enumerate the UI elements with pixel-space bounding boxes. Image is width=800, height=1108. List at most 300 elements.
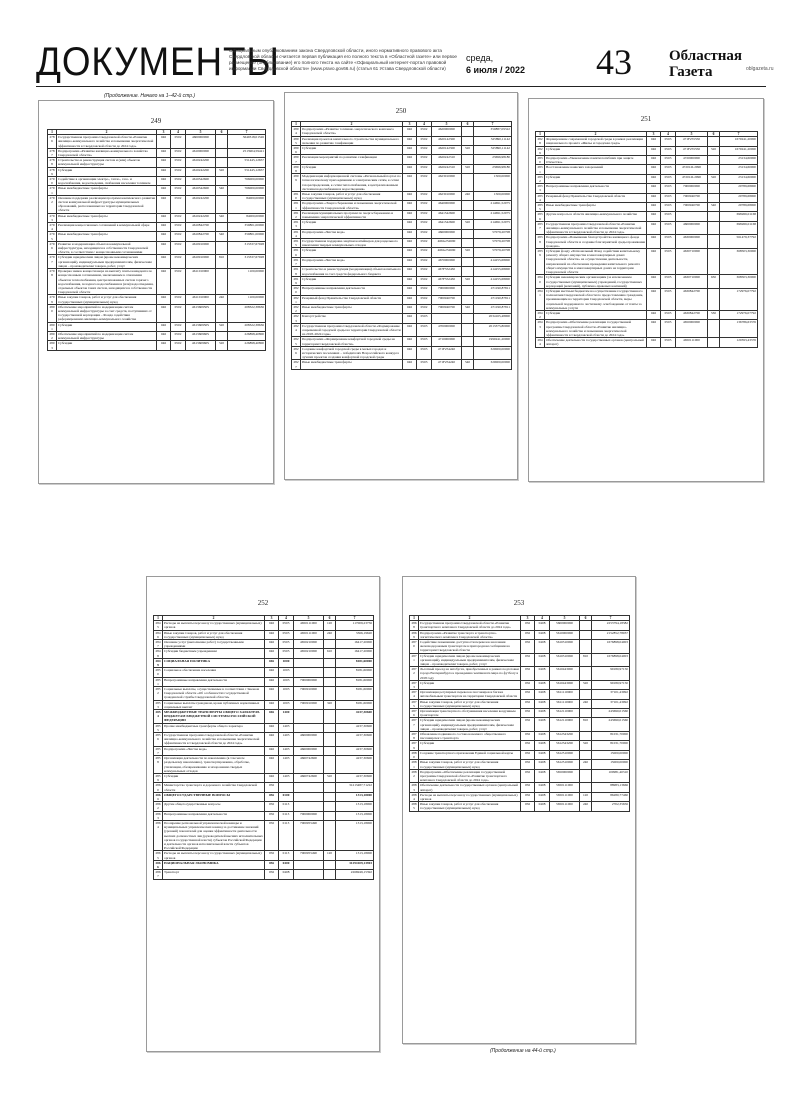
row-code: 4620142300 (432, 136, 462, 145)
row-code: 2884 (411, 792, 417, 801)
table-row (292, 136, 512, 145)
row-amount: 320000,00000 (474, 346, 512, 360)
row-code: 046 (157, 177, 171, 186)
table-row (154, 621, 374, 630)
table-row (410, 630, 630, 639)
row-code: 0503 (661, 184, 676, 193)
row-code: 471F254240 (432, 360, 462, 369)
row-description: Резервный фонд Правительства Свердловской области (301, 295, 403, 304)
row-code: 4630710000 (676, 275, 708, 289)
row-code: 4660742600 (294, 756, 324, 774)
table-row (292, 248, 512, 257)
table-row (48, 177, 266, 186)
row-amount: 551445,12657 (228, 167, 266, 176)
row-code: 2857 (155, 746, 161, 755)
table-row (154, 687, 374, 701)
row-code (708, 165, 720, 174)
row-code: 0502 (417, 295, 432, 304)
row-code: 2879 (411, 741, 417, 750)
row-code: 046 (647, 203, 661, 212)
row-code: 4620242310 (432, 155, 462, 164)
row-code: 7000955490 (294, 820, 324, 850)
row-code: 0505 (661, 288, 676, 310)
row-code: 056 (521, 690, 535, 699)
row-code: 4660742600 (294, 773, 324, 782)
row-code (324, 723, 336, 732)
row-code (432, 314, 462, 323)
row-code: 0502 (171, 232, 186, 241)
row-amount: 8181,60000 (336, 658, 374, 667)
row-amount: 766000,00000 (228, 186, 266, 195)
row-code: 056 (265, 870, 279, 879)
row-code: 2876 (411, 709, 417, 718)
row-description: Иные закупки товаров, работ и услуг для обеспечения государственных (муниципальных) нужд (419, 699, 521, 708)
row-description: Государственная программа Свердловской области «Развитие жилищно-коммунального хозяйства и повышение энергетической эффективности в Свердловской области до 2024 года» (163, 733, 265, 747)
row-code: 5611110000 (550, 690, 580, 699)
row-code: 0502 (171, 148, 186, 157)
row-code: 2882 (410, 769, 419, 783)
table-row (48, 331, 266, 340)
sheet-page-number: 251 (640, 115, 652, 123)
row-amount: 1313,18000 (336, 792, 374, 801)
row-code: 4660000000 (432, 229, 462, 238)
column-header: 7 (228, 130, 266, 135)
column-header: 6 (580, 616, 592, 621)
row-code: 056 (265, 792, 279, 801)
table-row (536, 193, 758, 202)
table-row (410, 741, 630, 750)
sheet-page-number: 253 (513, 599, 525, 607)
row-code: 1003 (279, 668, 294, 677)
document-sheet-250 (284, 92, 518, 480)
row-amount: 1676898,04003 (592, 653, 630, 667)
table-row (154, 640, 374, 649)
row-code: 056 (521, 718, 535, 732)
row-description: Развитие и модернизация объектов коммунальной инфраструктуры, находящихся в собственности Свердловской области, в соответствии с концессионными соглашениями (57, 241, 157, 255)
row-code: 2824 (292, 323, 301, 337)
row-code: 056 (265, 811, 279, 820)
row-code: 056 (521, 760, 535, 769)
row-code: 4610242200 (186, 167, 216, 176)
row-code: 046 (265, 723, 279, 732)
row-code: 2807 (293, 155, 299, 164)
row-code: 2862 (155, 802, 161, 811)
row-code: 0408 (535, 792, 550, 801)
row-description: Субсидии (419, 680, 521, 689)
row-description: Субсидии (57, 341, 157, 350)
row-code (294, 723, 324, 732)
row-code: 2801 (49, 322, 55, 331)
row-code: 2851 (155, 677, 161, 686)
row-code: 2830 (537, 156, 543, 165)
row-code (462, 267, 474, 276)
row-code (580, 783, 592, 792)
row-description: Проверка заявок концессионера на выплату платы концедента по концессионным соглашениям, заключенным в отношении объектов теплоснабжения, централизованных систем горячего водоснабжения, холодного водоснабжения и (или) водоотведения, отдельных объектов таких систем, находящихся в собственности Свердловской области (57, 269, 157, 295)
row-code: 4620242310 (432, 164, 462, 173)
table-row (48, 322, 266, 331)
row-code: 056 (521, 621, 535, 630)
row-code: 2838 (536, 235, 545, 249)
row-code (279, 783, 294, 792)
row-code (708, 288, 720, 310)
row-code: 2841 (536, 288, 545, 310)
row-amount: 81031,70000 (592, 732, 630, 741)
budget-table (291, 121, 512, 370)
row-code: 056 (265, 783, 279, 792)
row-description: Иные закупки товаров, работ и услуг для обеспечения государственных (муниципальных) нужд (163, 630, 265, 639)
row-code: 046 (265, 621, 279, 630)
continued-from-note: (Продолжение. Начало на 1–42-й стр.) (104, 93, 196, 99)
table-row (292, 267, 512, 276)
row-amount: 350887,09322 (474, 127, 512, 136)
row-description: Субсидии (301, 276, 403, 285)
row-code: 0502 (417, 155, 432, 164)
table-row (292, 127, 512, 136)
row-code (324, 820, 336, 850)
row-amount: 1313,18000 (336, 811, 374, 820)
row-amount: 1100,00000 (228, 269, 266, 295)
row-code: 046 (403, 174, 417, 192)
row-code: 0502 (417, 276, 432, 285)
row-code: 0408 (535, 718, 550, 732)
row-code: 520 (462, 276, 474, 285)
row-code: 046 (403, 267, 417, 276)
row-code: 046 (403, 164, 417, 173)
table-row (154, 820, 374, 850)
row-code: 046 (647, 146, 661, 155)
row-code: 056 (521, 653, 535, 667)
table-row (154, 870, 374, 879)
row-code (462, 229, 474, 238)
row-amount: 86280,77460 (592, 792, 630, 801)
row-code: 2845 (155, 621, 161, 630)
table-row (154, 783, 374, 792)
row-code: 4630000000 (676, 235, 708, 249)
row-code: 2836 (537, 212, 543, 221)
row-code (294, 710, 324, 724)
row-code (708, 221, 720, 235)
row-description: Реализация проектов капитального строительства муниципального значения по развитию газификации (301, 136, 403, 145)
row-amount: 4237,30600 (336, 746, 374, 755)
row-code: 2811 (293, 201, 299, 210)
row-description: Непрограммные направления деятельности (301, 286, 403, 295)
row-amount: 172976,07792 (720, 310, 758, 319)
newspaper-brand: Областная Газета (669, 48, 742, 80)
row-code: 2826 (292, 346, 301, 360)
row-code: 0502 (417, 136, 432, 145)
row-code: 2866 (155, 860, 161, 869)
row-code: 2846 (155, 630, 161, 639)
row-code: 046 (265, 710, 279, 724)
row-description: Иные закупки товаров, работ и услуг для обеспечения государственных (муниципальных) нужд (57, 295, 157, 304)
row-code: 046 (403, 286, 417, 295)
table-row (536, 146, 758, 155)
table-row (154, 811, 374, 820)
row-code: 2792 (48, 195, 57, 213)
table-row (536, 137, 758, 146)
row-description: Модернизация информационной системы «Региональный портал по технологическому присоединению к электрическим сетям, к сетям газораспределения, к сетям теплоснабжения, к централизованным системам водоснабжения и водоотведения» (302, 174, 401, 191)
row-code (324, 746, 336, 755)
row-code: 046 (403, 201, 417, 210)
row-code: 046 (265, 649, 279, 658)
row-code: 0505 (661, 338, 676, 347)
row-amount: 698266,01168 (720, 212, 758, 221)
row-code: 120 (580, 792, 592, 801)
newspaper-site: oblgazeta.ru (746, 66, 774, 72)
row-code: 4610842700 (186, 232, 216, 241)
row-code: 056 (521, 783, 535, 792)
row-code: 046 (157, 195, 171, 213)
column-header: 2 (163, 616, 265, 621)
row-description: Строительство и реконструкция систем и (или) объектов коммунальной инфраструктуры (57, 158, 157, 167)
row-code: 046 (403, 323, 417, 337)
page-number: 43 (596, 42, 632, 82)
row-code: 046 (157, 269, 171, 295)
row-code: 046 (157, 167, 171, 176)
row-code: 5612110000 (550, 709, 580, 718)
table-row (48, 269, 266, 295)
row-code: 0502 (417, 239, 432, 248)
row-amount: 1500,00000 (474, 192, 512, 201)
table-row (48, 295, 266, 304)
row-code: 2858 (154, 756, 163, 774)
row-code: 4660000000 (294, 746, 324, 755)
row-code: 4600000000 (676, 221, 708, 235)
row-description: Восстановление воинских захоронений (545, 165, 647, 174)
row-code: 461360960S (186, 331, 216, 340)
row-code: 046 (403, 248, 417, 257)
row-code: 0408 (535, 741, 550, 750)
row-code: 540 (216, 186, 228, 195)
row-code: 046 (647, 137, 661, 146)
table-row (292, 146, 512, 155)
row-code: 0505 (661, 235, 676, 249)
row-code: 4710000000 (432, 337, 462, 346)
row-amount: 37101,43992 (592, 699, 630, 708)
row-code (324, 658, 336, 667)
row-code: 0505 (661, 221, 676, 235)
row-code (708, 156, 720, 165)
row-code: 240 (580, 802, 592, 811)
row-code: 0408 (535, 783, 550, 792)
row-amount: 2013375,80000 (474, 323, 512, 337)
table-row (48, 135, 266, 149)
row-code: 120 (324, 851, 336, 860)
row-code: 240 (580, 699, 592, 708)
row-code: 4610910000 (186, 255, 216, 269)
table-row (410, 709, 630, 718)
row-code (294, 783, 324, 792)
table-row (536, 338, 758, 347)
row-code: 0505 (279, 630, 294, 639)
row-code: 4641342600 (432, 220, 462, 229)
row-code (462, 346, 474, 360)
row-code: 2790 (49, 177, 55, 186)
row-code (708, 137, 720, 146)
row-code: 056 (521, 741, 535, 750)
table-row (154, 723, 374, 732)
row-code: 7000000000 (432, 286, 462, 295)
row-code: 046 (403, 136, 417, 145)
table-row (410, 680, 630, 689)
row-code (580, 690, 592, 699)
row-code: 4630842700 (676, 310, 708, 319)
row-code (324, 756, 336, 774)
row-code: 046 (265, 746, 279, 755)
row-code: 2868 (411, 621, 417, 630)
row-code: 5611110000 (550, 699, 580, 708)
row-description: Субсидии (301, 248, 403, 257)
row-code (462, 337, 474, 346)
row-amount: 23134,60000 (720, 165, 758, 174)
row-code: 472012L2990 (676, 165, 708, 174)
row-amount: 214691,52075 (474, 201, 512, 210)
row-code: 520 (216, 167, 228, 176)
row-code (324, 677, 336, 686)
row-code (580, 732, 592, 741)
row-code: 4641342600 (432, 210, 462, 219)
row-code: 0503 (417, 346, 432, 360)
row-code: 0113 (279, 811, 294, 820)
table-row (410, 783, 630, 792)
row-code: 4650111000 (676, 338, 708, 347)
row-code: 2818 (293, 267, 299, 276)
row-code (294, 802, 324, 811)
row-code: 2832 (537, 174, 543, 184)
column-header: 5 (432, 122, 462, 127)
budget-table (409, 615, 630, 812)
row-code: 5650111000 (550, 792, 580, 801)
row-amount: 243690,01560 (592, 709, 630, 718)
row-amount: 8181,60000 (336, 677, 374, 686)
row-code: 2825 (293, 337, 299, 346)
row-amount: 20789,68900 (720, 203, 758, 212)
row-code: 046 (157, 213, 171, 222)
row-amount: 226898,40800 (228, 331, 266, 340)
row-code: 240 (216, 295, 228, 304)
table-row (292, 323, 512, 337)
row-amount: 99180,97150 (592, 680, 630, 689)
row-description: Государственная программа Свердловской области «Развитие жилищно-коммунального хозяйства и повышение энергетической эффективности в Свердловской области до 2024 года» (57, 135, 157, 149)
row-code: 240 (324, 630, 336, 639)
table-row (292, 304, 512, 313)
row-code: 0502 (417, 146, 432, 155)
row-code: 4623010000 (432, 174, 462, 192)
row-code: 2863 (155, 811, 161, 820)
budget-table (47, 129, 266, 351)
row-code: 046 (265, 700, 279, 709)
row-code (462, 174, 474, 192)
table-row (292, 276, 512, 285)
row-code (216, 158, 228, 167)
row-code (324, 668, 336, 677)
row-code: 4630710000 (676, 249, 708, 275)
row-description: Непрограммные направления деятельности (545, 184, 647, 193)
row-description: Субсидии юридическим лицам (кроме некоммерческих организаций), индивидуальным предпринимателям, физическим лицам – производителям товаров, работ, услуг (419, 718, 521, 732)
row-amount: 320000,00000 (474, 360, 512, 369)
row-code (294, 658, 324, 667)
row-amount: 414255,68000 (474, 267, 512, 276)
issue-date (466, 52, 556, 76)
row-code: 520 (324, 773, 336, 782)
row-code: 2802 (49, 331, 55, 341)
table-row (292, 174, 512, 192)
row-code: 046 (157, 135, 171, 149)
table-row (48, 255, 266, 269)
row-code: 7000940700 (432, 304, 462, 313)
row-code: 0502 (171, 255, 186, 269)
table-row (536, 221, 758, 235)
table-row (48, 158, 266, 167)
row-code: 520 (462, 248, 474, 257)
row-code: 0502 (417, 201, 432, 210)
row-code: 4630842700 (676, 288, 708, 310)
row-code: 0502 (171, 158, 186, 167)
row-amount: 471190,87811 (474, 295, 512, 304)
row-code: 056 (521, 680, 535, 689)
row-code: 2831 (537, 165, 543, 174)
row-code: 2791 (49, 186, 55, 195)
row-description: Подпрограмма «Развитие жилищно-коммунального хозяйства Свердловской области» (57, 148, 157, 157)
row-amount: 359801,00000 (228, 232, 266, 241)
row-amount: 414255,68000 (474, 257, 512, 266)
row-code: 2852 (154, 687, 163, 701)
row-code: 4650111000 (294, 630, 324, 639)
row-amount: 23134,60000 (720, 174, 758, 183)
row-code: 5610443000 (550, 667, 580, 681)
row-code (294, 860, 324, 869)
row-code: 4610242200 (186, 195, 216, 213)
row-code: 2797 (48, 255, 57, 269)
table-row (536, 235, 758, 249)
row-code (708, 193, 720, 202)
row-code: 5600000000 (550, 621, 580, 630)
table-row (154, 746, 374, 755)
row-code: 4610342600 (186, 177, 216, 186)
masthead-rule (36, 86, 766, 87)
row-code: 2800 (48, 304, 57, 322)
row-code: 2872 (410, 667, 419, 681)
row-code: 0502 (417, 127, 432, 136)
row-amount: 368503,30000 (720, 249, 758, 275)
column-header: 7 (336, 616, 374, 621)
row-code (216, 304, 228, 322)
row-amount: 172976,07792 (720, 288, 758, 310)
row-code: 0502 (171, 295, 186, 304)
table-row (154, 851, 374, 860)
row-code: 7000955490 (294, 851, 324, 860)
document-sheet-249 (38, 100, 274, 484)
row-description: Субсидии юридическим лицам (кроме некоммерческих организаций), индивидуальным предпринимателям, физическим лицам – производителям товаров, работ, услуг (419, 653, 521, 667)
row-code: 4611010000 (186, 269, 216, 295)
row-amount: 8181,60000 (336, 700, 374, 709)
row-code: 810 (216, 255, 228, 269)
row-code: 810 (580, 718, 592, 732)
row-code: 520 (580, 680, 592, 689)
row-code: 540 (462, 304, 474, 313)
row-code: 5612343200 (550, 741, 580, 750)
column-header: 3 (521, 616, 535, 621)
row-code: 2798 (48, 269, 57, 295)
row-description: Оказание поддержки реализации программ комплексного развития систем коммунальной инфраструктуры муниципальных образований, расположенных на территории Свердловской области (58, 195, 155, 213)
row-code: 4670000000 (432, 257, 462, 266)
row-description: Иные межбюджетные трансферты (57, 213, 157, 222)
document-sheet-252 (146, 576, 380, 1052)
column-header: 3 (265, 616, 279, 621)
row-description: Субсидии (545, 146, 647, 155)
table-row (410, 802, 630, 811)
row-description: Подпрограмма «Чистая вода» (301, 229, 403, 238)
